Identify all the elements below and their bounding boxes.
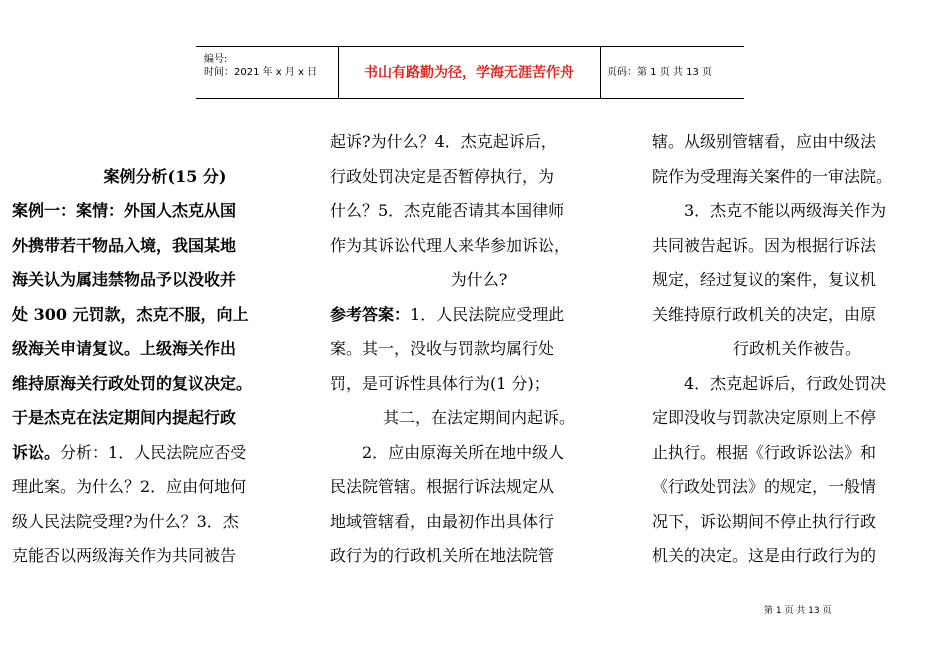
bold-text-span: 参考答案：	[330, 304, 411, 324]
left-text-column	[12, 125, 318, 574]
text-line: 《行政处罚法》的规定，一般情	[652, 477, 877, 496]
text-line: 民法院管辖。根据行诉法规定从	[330, 477, 555, 496]
text-line: 为什么?	[450, 270, 508, 289]
text-line: 院作为受理海关案件的一审法院。	[652, 166, 893, 186]
text-line: 规定，经过复议的案件，复议机	[652, 270, 877, 289]
text-line: 4．杰克起诉后，行政处罚决	[684, 373, 887, 393]
text-line: 辖。从级别管辖看，应由中级法	[652, 132, 877, 151]
text-line: 止执行。根据《行政诉讼法》和	[652, 442, 877, 462]
text-line: 处 300 元罚款，杰克不服，向上	[12, 304, 249, 324]
text-line: 2．应由原海关所在地中级人	[362, 442, 565, 462]
text-line	[12, 125, 318, 160]
text-line: 什么？5．杰克能否请其本国律师	[330, 201, 565, 220]
text-span: 分析：1．人民法院应否受	[60, 442, 247, 462]
text-line: 案。其一，没收与罚款均属行处	[330, 339, 555, 358]
text-line: 起诉?为什么？4．杰克起诉后，	[330, 132, 557, 151]
text-line: 维持原海关行政处罚的复议决定。	[12, 373, 253, 393]
text-line: 共同被告起诉。因为根据行诉法	[652, 235, 877, 255]
page-header	[196, 46, 744, 99]
text-line: 地域管辖看，由最初作出具体行	[330, 511, 555, 531]
text-line: 其二，在法定期间内起诉。	[382, 408, 575, 427]
text-line	[12, 436, 318, 471]
text-line: 于是杰克在法定期间内提起行政	[12, 408, 237, 427]
text-line: 案例分析(15 分)	[103, 166, 227, 186]
text-line: 机关的决定。这是由行政行为的	[652, 546, 877, 565]
text-line: 海关认为属违禁物品予以没收并	[12, 270, 237, 289]
text-line: 作为其诉讼代理人来华参加诉讼，	[330, 235, 571, 255]
middle-text-column	[330, 125, 628, 574]
header-meta-cell	[196, 47, 339, 98]
right-text-column	[652, 125, 942, 574]
text-line: 行政机关作被告。	[732, 339, 861, 358]
text-line: 关维持原行政机关的决定，由原	[652, 304, 877, 324]
document-time-label: 时间：2021 年 x 月 x 日	[204, 67, 318, 78]
header-motto-cell	[338, 47, 601, 98]
text-line: 级海关申请复议。上级海关作出	[12, 339, 237, 358]
text-line: 政行为的行政机关所在地法院管	[330, 546, 555, 565]
text-line: 级人民法院受理?为什么？3．杰	[12, 511, 239, 531]
text-line: 罚，是可诉性具体行为(1 分)；	[330, 373, 550, 393]
text-line: 案例一：案情：外国人杰克从国	[12, 201, 237, 220]
document-number-label: 编号:	[204, 54, 228, 65]
header-motto: 书山有路勤为径，学海无涯苦作舟	[364, 65, 574, 81]
text-line: 况下，诉讼期间不停止执行行政	[652, 511, 877, 531]
text-line: 外携带若干物品入境，我国某地	[12, 235, 237, 255]
header-page-cell	[601, 47, 744, 98]
bold-text-span: 诉讼。	[12, 442, 61, 462]
text-line: 行政处罚决定是否暂停执行，为	[330, 166, 555, 186]
text-line: 理此案。为什么？2．应由何地何	[12, 477, 247, 496]
text-span: 1．人民法院应受理此	[410, 304, 565, 324]
header-page-info: 页码：第 1 页 共 13 页	[607, 67, 712, 78]
page-footer: 第 1 页 共 13 页	[764, 606, 832, 616]
text-line: 3．杰克不能以两级海关作为	[684, 201, 887, 220]
text-line	[330, 298, 628, 333]
text-line: 克能否以两级海关作为共同被告	[12, 546, 237, 565]
text-line: 定即没收与罚款决定原则上不停	[652, 408, 877, 427]
